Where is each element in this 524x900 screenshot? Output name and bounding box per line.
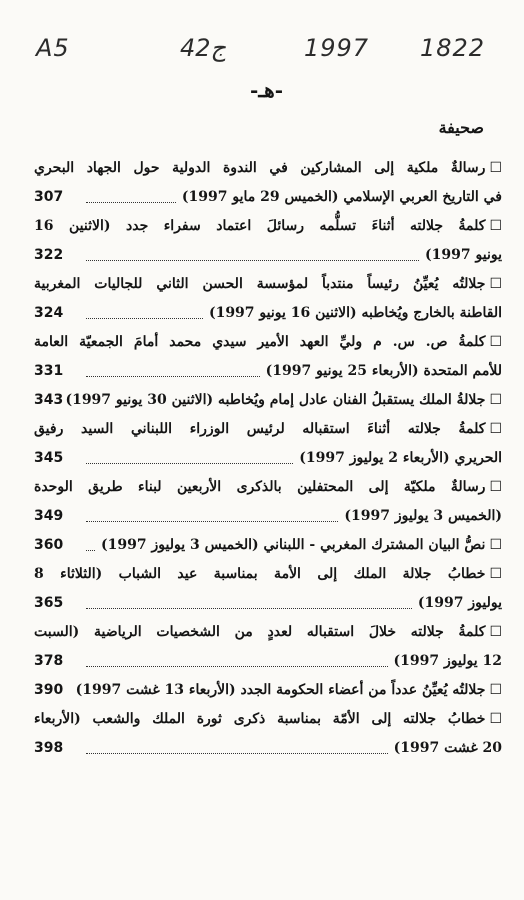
toc-entry-line	[86, 299, 502, 328]
toc-entry-text: خطابُ جلالة الملك إلى الأمة بمناسبة عيد الشباب (الثلاثاء 8	[34, 566, 486, 582]
dot-leader	[86, 202, 176, 203]
dot-leader	[86, 608, 412, 609]
toc-page-number: 378	[34, 653, 64, 669]
checkbox-bullet-icon: ☐	[489, 392, 502, 408]
checkbox-bullet-icon: ☐	[489, 479, 502, 495]
toc-entry-line	[86, 502, 502, 531]
toc-entry	[34, 618, 502, 676]
toc-entry-line	[86, 531, 502, 560]
toc-page-number: 390	[34, 682, 64, 698]
page-column-title: صحيفة	[438, 118, 484, 137]
checkbox-bullet-icon: ☐	[489, 421, 502, 437]
toc-entry-line	[86, 241, 502, 270]
toc-entry-text: للأمم المتحدة (الأربعاء 25 يونيو 1997)	[265, 363, 502, 379]
toc-entry-text: نصُّ البيان المشترك المغربي - اللبناني (الخميس 3 يوليوز 1997)	[101, 537, 486, 553]
toc-entry-text: في التاريخ العربي الإسلامي (الخميس 29 مايو 1997)	[181, 189, 502, 205]
toc-entry-line	[86, 444, 502, 473]
toc-entry	[34, 386, 502, 415]
table-of-contents	[34, 154, 502, 763]
toc-entry	[34, 531, 502, 560]
toc-entry-text: الحريري (الأربعاء 2 يوليوز 1997)	[299, 450, 502, 466]
dot-leader	[86, 753, 388, 754]
toc-entry	[34, 154, 502, 212]
dot-leader	[86, 666, 388, 667]
toc-entry-text: 12 يوليوز 1997)	[393, 653, 502, 669]
dot-leader	[86, 550, 95, 551]
toc-entry-text: كلمةُ جلالته خلالَ استقباله لعددٍ من الشخصيات الرياضية (السبت	[34, 624, 486, 640]
toc-page-number: 324	[34, 305, 64, 321]
handwritten-note-a5: A5	[36, 34, 70, 62]
dot-leader	[86, 521, 338, 522]
dot-leader	[86, 260, 419, 261]
toc-entry-line	[86, 734, 502, 763]
toc-entry-text: خطابُ جلالته إلى الأمّة بمناسبة ذكرى ثورة الملك والشعب (الأربعاء	[34, 711, 486, 727]
toc-page-number: 322	[34, 247, 64, 263]
toc-entry-line	[65, 386, 502, 415]
toc-entry	[34, 705, 502, 763]
toc-entry-text: كلمةُ ص. س. م وليِّ العهد الأمير سيدي محمد أمامَ الجمعيّة العامة	[34, 334, 486, 350]
toc-entry	[34, 328, 502, 386]
toc-entry-line	[34, 212, 502, 241]
toc-entry-text: جلالتُه يُعيِّنُ عدداً من أعضاء الحكومة الجدد (الأربعاء 13 غشت 1997)	[75, 682, 486, 698]
toc-entry-text: يوليوز 1997)	[417, 595, 502, 611]
checkbox-bullet-icon: ☐	[489, 276, 502, 292]
toc-page-number: 365	[34, 595, 64, 611]
toc-entry-line	[86, 357, 502, 386]
toc-page-number: 349	[34, 508, 64, 524]
toc-entry-line	[34, 270, 502, 299]
toc-entry	[34, 415, 502, 473]
checkbox-bullet-icon: ☐	[489, 334, 502, 350]
dot-leader	[86, 463, 293, 464]
toc-entry	[34, 676, 502, 705]
toc-entry-line	[75, 676, 502, 705]
checkbox-bullet-icon: ☐	[489, 537, 502, 553]
toc-entry-text: 20 غشت 1997)	[393, 740, 502, 756]
toc-entry-text: (الخميس 3 يوليوز 1997)	[344, 508, 502, 524]
toc-entry-line	[86, 183, 502, 212]
toc-page-number: 307	[34, 189, 64, 205]
toc-page-number: 398	[34, 740, 64, 756]
toc-entry	[34, 473, 502, 531]
toc-entry-line	[34, 415, 502, 444]
toc-entry-line	[86, 589, 502, 618]
toc-entry-line	[34, 618, 502, 647]
toc-entry-text: كلمةُ جلالته أثناءَ تسلُّمه رسائلَ اعتماد سفراء جدد (الاثنين 16	[34, 218, 486, 234]
toc-entry-text: القاطنة بالخارج ويُخاطبه (الاثنين 16 يونيو 1997)	[208, 305, 502, 321]
handwritten-note-volume: 42ج	[180, 34, 227, 62]
toc-page-number: 360	[34, 537, 64, 553]
toc-entry-line	[86, 647, 502, 676]
toc-page-number: 345	[34, 450, 64, 466]
checkbox-bullet-icon: ☐	[489, 218, 502, 234]
checkbox-bullet-icon: ☐	[489, 160, 502, 176]
checkbox-bullet-icon: ☐	[489, 624, 502, 640]
toc-entry-text: رسالةٌ ملكية إلى المشاركين في الندوة الدولية حول الجهاد البحري	[34, 160, 486, 176]
checkbox-bullet-icon: ☐	[489, 682, 502, 698]
toc-entry	[34, 270, 502, 328]
checkbox-bullet-icon: ☐	[489, 566, 502, 582]
toc-entry-text: جلالتُه يُعيِّنُ رئيساً منتدباً لمؤسسة الحسن الثاني للجاليات المغربية	[34, 276, 486, 292]
checkbox-bullet-icon: ☐	[489, 711, 502, 727]
toc-entry-text: رسالةٌ ملكيّة إلى المحتفلين بالذكرى الأربعين لبناء طريق الوحدة	[34, 479, 486, 495]
handwritten-note-number: 1822	[420, 34, 486, 62]
dot-leader	[86, 376, 260, 377]
toc-entry-line	[34, 560, 502, 589]
toc-entry	[34, 560, 502, 618]
toc-entry-line	[34, 705, 502, 734]
toc-entry-text: جلالةُ الملك يستقبلُ الفنان عادل إمام ويُخاطبه (الاثنين 30 يونيو 1997)	[65, 392, 486, 408]
handwritten-note-year: 1997	[304, 34, 370, 62]
toc-entry-line	[34, 473, 502, 502]
toc-entry-line	[34, 328, 502, 357]
page-mark: -هـ-	[250, 78, 284, 102]
toc-entry-text: كلمةُ جلالته أثناءَ استقباله لرئيس الوزراء اللبناني السيد رفيق	[34, 421, 486, 437]
toc-page-number: 343	[34, 392, 64, 408]
toc-entry-text: يونيو 1997)	[425, 247, 502, 263]
dot-leader	[86, 318, 203, 319]
toc-entry	[34, 212, 502, 270]
toc-entry-line	[34, 154, 502, 183]
toc-page-number: 331	[34, 363, 64, 379]
